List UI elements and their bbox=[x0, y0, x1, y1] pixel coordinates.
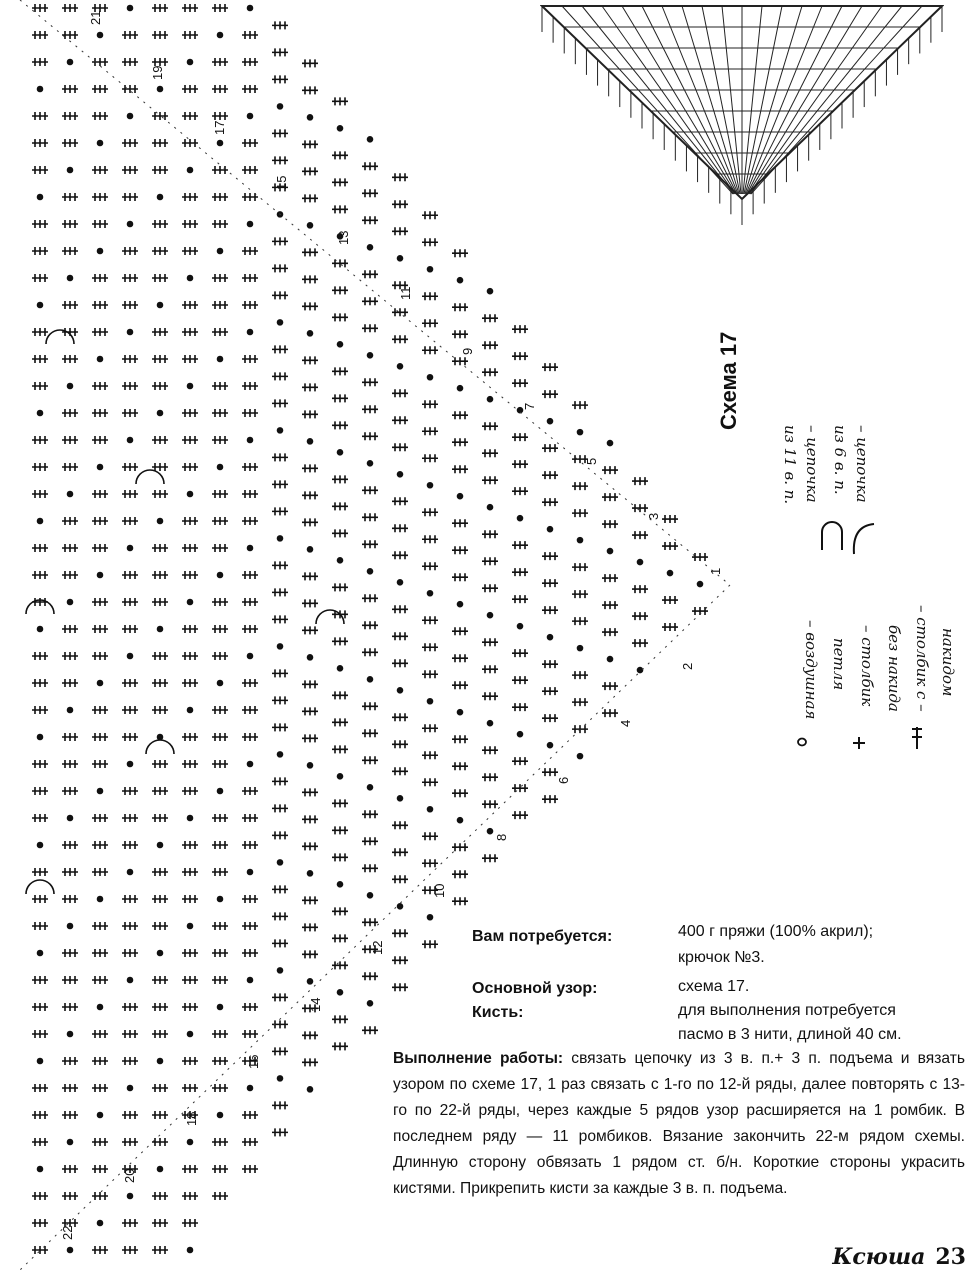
row-number: 21 bbox=[88, 10, 103, 25]
shawl-diagram bbox=[540, 4, 944, 234]
magazine-name: Ксюша bbox=[832, 1244, 926, 1270]
needs-label: Вам потребуется: bbox=[472, 928, 613, 945]
tassel-label: Кисть: bbox=[472, 1004, 524, 1021]
row-number: 22 bbox=[60, 1225, 75, 1240]
row-number: 18 bbox=[184, 1111, 199, 1126]
row-number: 12 bbox=[370, 940, 385, 955]
legend-air-loop-line1: – воздушная bbox=[802, 620, 820, 720]
chain-6-icon bbox=[848, 518, 878, 558]
needs-value-1: 400 г пряжи (100% акрил); bbox=[678, 923, 874, 940]
pattern-value: схема 17. bbox=[678, 978, 750, 995]
row-number: 6 bbox=[556, 776, 571, 784]
row-number: 5 bbox=[584, 457, 599, 465]
row-number: 1 bbox=[708, 567, 723, 575]
instructions-paragraph bbox=[393, 1046, 965, 1202]
page-footer bbox=[832, 1244, 966, 1270]
legend-air-loop-line2: петля bbox=[830, 638, 848, 691]
legend-single-crochet-line1: – столбик bbox=[858, 625, 876, 707]
row-number: 3 bbox=[646, 512, 661, 520]
legend-chain-11-line1: – цепочка bbox=[803, 425, 821, 503]
chain-arc bbox=[26, 880, 54, 894]
row-number: 19 bbox=[150, 65, 165, 80]
page-number: 23 bbox=[935, 1244, 966, 1270]
tassel-value-1: для выполнения потребуется bbox=[678, 1002, 896, 1019]
instructions-label: Выполнение работы: bbox=[393, 1050, 564, 1067]
chain-11-icon bbox=[818, 518, 846, 552]
schema-title: Схема 17 bbox=[716, 331, 741, 430]
tassel-value-2: пасмо в 3 нити, длиной 40 см. bbox=[678, 1026, 902, 1043]
instructions-text: связать цепочку из 3 в. п.+ 3 п. подъема и вязать узором по схеме 17, 1 раз связать с 1-го по 12-й ряды, далее повторять с 13-го по 22-й ряды, через каждые 5 рядов узор расширяется на 1 ромбик. В последнем ряду — 11 ромбиков. Вязание закончить 22-м рядом схемы. Длинную сторону обвязать 1 рядом ст. б/н. Короткие стороны украсить кистями. Прикрепить кисти за каждые 3 в. п. подъема. bbox=[393, 1050, 965, 1197]
chain-arc bbox=[136, 470, 164, 484]
row-number: 7 bbox=[522, 402, 537, 410]
legend-chain-11-line2: из 11 в. п. bbox=[781, 425, 799, 505]
schema-title-block bbox=[680, 300, 740, 440]
double-crochet-icon bbox=[909, 725, 925, 751]
pattern-label: Основной узор: bbox=[472, 980, 598, 997]
legend-chain-6-line1: – цепочка bbox=[853, 425, 871, 503]
legend-double-crochet-line1: – столбик с – bbox=[913, 605, 931, 712]
row-number: 20 bbox=[122, 1168, 137, 1183]
legend-double-crochet-line2: накидом bbox=[939, 628, 957, 697]
row-number: 13 bbox=[336, 230, 351, 245]
row-number: 8 bbox=[494, 833, 509, 841]
legend-chain-6-line2: из 6 в. п. bbox=[831, 425, 849, 495]
row-number: 11 bbox=[398, 286, 413, 300]
chain-arc bbox=[146, 740, 174, 754]
legend-single-crochet-line2: без накида bbox=[885, 625, 903, 712]
row-number: 9 bbox=[460, 347, 475, 355]
row-number: 17 bbox=[212, 120, 227, 135]
single-crochet-icon bbox=[851, 735, 867, 751]
needs-value-2: крючок №3. bbox=[678, 949, 765, 966]
row-number: 16 bbox=[246, 1054, 261, 1069]
row-number: 2 bbox=[680, 662, 695, 670]
air-loop-icon bbox=[795, 735, 809, 749]
row-number: 14 bbox=[308, 997, 323, 1012]
row-number: 4 bbox=[618, 719, 633, 727]
row-number: 15 bbox=[274, 175, 289, 190]
row-number: 10 bbox=[432, 883, 447, 898]
